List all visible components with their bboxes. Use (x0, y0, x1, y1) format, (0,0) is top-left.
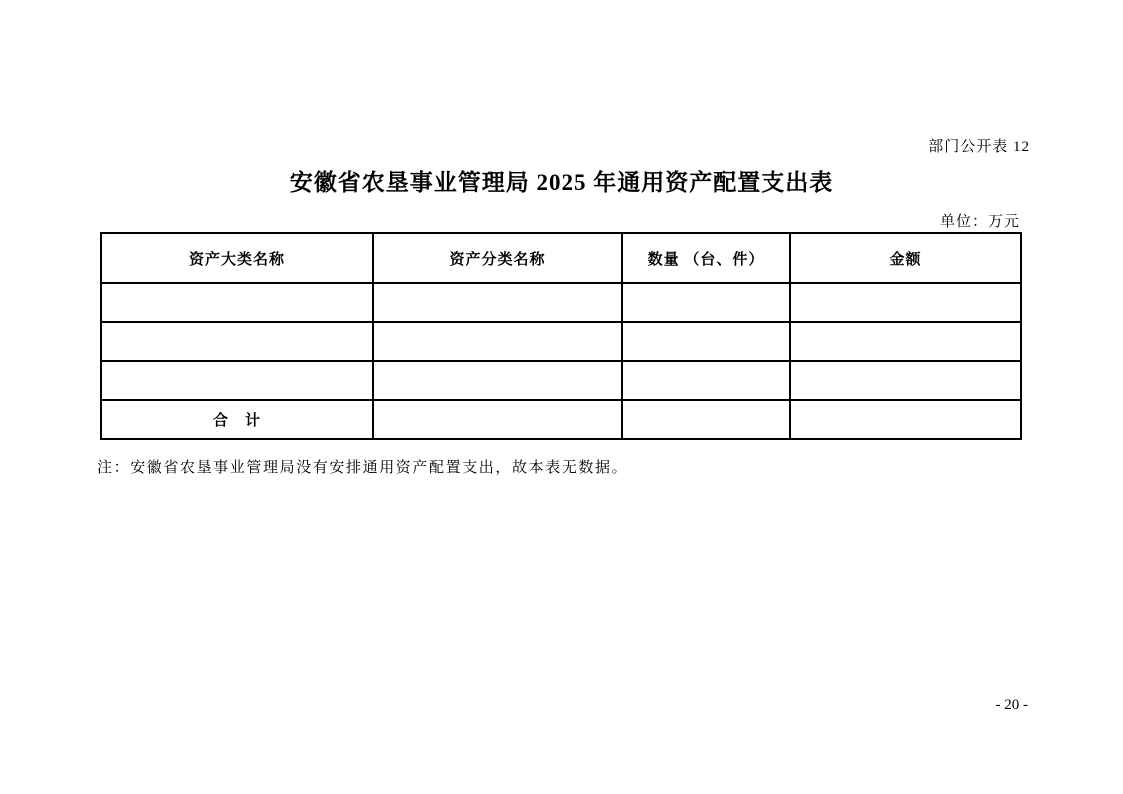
table-cell (101, 361, 373, 400)
table-cell (373, 322, 622, 361)
total-label-cell: 合 计 (101, 400, 373, 439)
table-cell (101, 322, 373, 361)
header-amount: 金额 (790, 233, 1021, 283)
table-cell (373, 361, 622, 400)
header-asset-category: 资产大类名称 (101, 233, 373, 283)
table-row (101, 283, 1021, 322)
table-row (101, 361, 1021, 400)
table-cell (790, 361, 1021, 400)
table-cell (622, 361, 790, 400)
table-cell (790, 322, 1021, 361)
table-cell (622, 283, 790, 322)
unit-label: 单位：万元 (939, 214, 1020, 230)
table-cell (622, 400, 790, 439)
corner-table-index-label: 部门公开表 12 (928, 139, 1030, 155)
table-cell (790, 283, 1021, 322)
footnote: 注：安徽省农垦事业管理局没有安排通用资产配置支出，故本表无数据。 (97, 460, 629, 476)
table-cell (373, 283, 622, 322)
page-title: 安徽省农垦事业管理局 2025 年通用资产配置支出表 (289, 170, 834, 195)
page-number: - 20 - (995, 697, 1028, 713)
table-header-row (101, 233, 1021, 283)
table-cell (373, 400, 622, 439)
table-cell (101, 283, 373, 322)
table-cell (790, 400, 1021, 439)
asset-allocation-table (100, 232, 1022, 440)
table-total-row (101, 400, 1021, 439)
header-asset-classification: 资产分类名称 (373, 233, 622, 283)
table-row (101, 322, 1021, 361)
header-quantity: 数量 （台、件） (622, 233, 790, 283)
table-cell (622, 322, 790, 361)
